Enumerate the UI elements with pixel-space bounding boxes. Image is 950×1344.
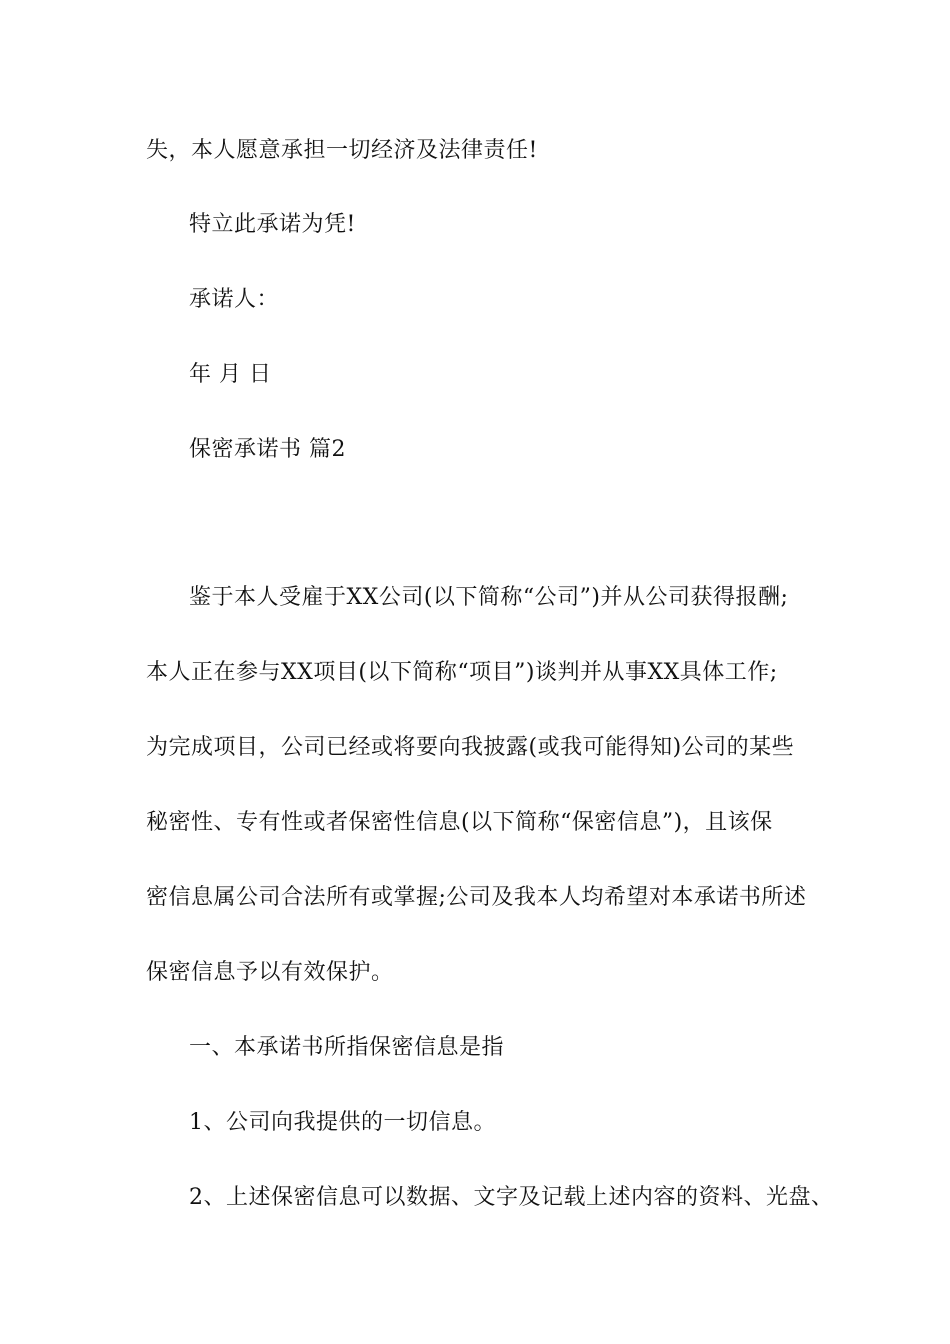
paragraph-line: 密信息属公司合法所有或掌握;公司及我本人均希望对本承诺书所述 — [146, 885, 807, 910]
clause-heading: 一、本承诺书所指保密信息是指 — [189, 1035, 505, 1060]
paragraph-line: 特立此承诺为凭! — [189, 212, 356, 237]
signer-label: 承诺人： — [189, 287, 280, 312]
clause-item: 1、公司向我提供的一切信息。 — [189, 1110, 496, 1135]
paragraph-line: 本人正在参与XX项目(以下简称“项目”)谈判并从事XX具体工作; — [146, 660, 778, 685]
paragraph-line: 为完成项目，公司已经或将要向我披露(或我可能得知)公司的某些 — [146, 735, 795, 760]
section-title: 保密承诺书 篇2 — [189, 437, 346, 462]
clause-item: 2、上述保密信息可以数据、文字及记载上述内容的资料、光盘、 — [189, 1185, 834, 1210]
paragraph-line: 失，本人愿意承担一切经济及法律责任! — [146, 138, 538, 163]
paragraph-line: 保密信息予以有效保护。 — [146, 960, 394, 985]
date-line: 年 月 日 — [189, 362, 272, 387]
paragraph-line: 秘密性、专有性或者保密性信息(以下简称“保密信息”)，且该保 — [146, 810, 773, 835]
paragraph-line: 鉴于本人受雇于XX公司(以下简称“公司”)并从公司获得报酬; — [189, 585, 789, 610]
